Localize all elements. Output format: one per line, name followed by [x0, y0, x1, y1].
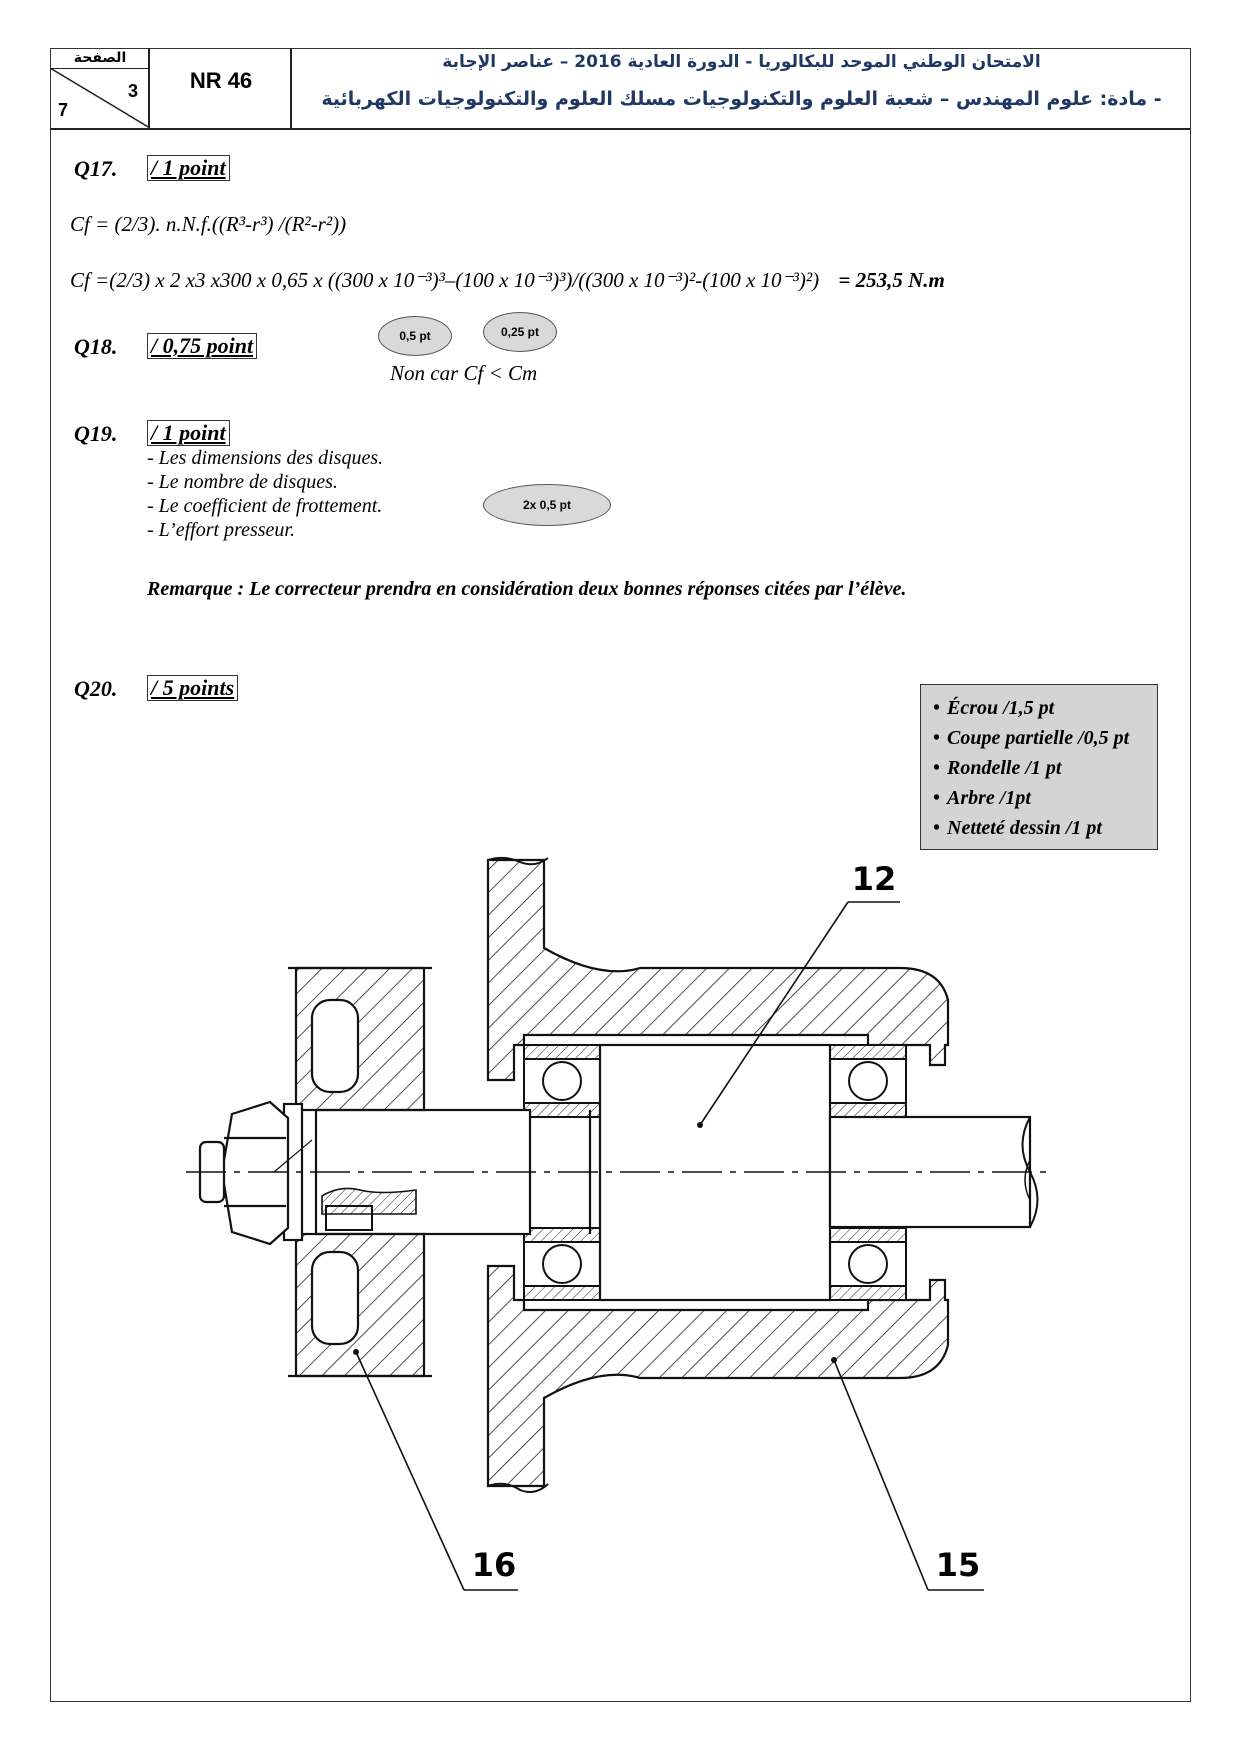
- q19-points: / 1 point: [147, 420, 230, 446]
- q17-formula-numeric-text: Cf =(2/3) x 2 x3 x300 x 0,65 x ((300 x 10⁻³)³–(100 x 10⁻³)³)/((300 x 10⁻³)²-(100 x 10⁻³)²): [70, 268, 820, 292]
- q18-label: Q18.: [74, 334, 118, 359]
- q19-label: Q19.: [74, 421, 118, 446]
- list-item: - L’effort presseur.: [147, 519, 295, 541]
- exam-title-line1: الامتحان الوطني الموحد للبكالوريا - الدورة العادية 2016 – عناصر الإجابة: [442, 52, 1041, 72]
- grading-item: • Écrou /1,5 pt: [947, 693, 1157, 723]
- part-label-15: 15: [935, 1546, 981, 1584]
- q17-result: = 253,5 N.m: [838, 268, 945, 292]
- list-item: - Les dimensions des disques.: [147, 447, 384, 469]
- grading-item: • Rondelle /1 pt: [947, 753, 1157, 783]
- grading-item: • Netteté dessin /1 pt: [947, 813, 1157, 843]
- q18-answer: Non car Cf < Cm: [390, 361, 538, 385]
- page-number: 3: [128, 81, 139, 101]
- q18-bubble-quarter: 0,25 pt: [483, 312, 557, 352]
- q19-remark: Remarque : Le correcteur prendra en considération deux bonnes réponses citées par l’élève.: [147, 578, 907, 600]
- exam-title-line2: - مادة: علوم المهندس – شعبة العلوم والتكنولوجيات مسلك العلوم والتكنولوجيات الكهربائية: [321, 88, 1162, 110]
- q20-points: / 5 points: [147, 675, 238, 701]
- page-label: الصفحة: [50, 50, 150, 69]
- q17-formula-general: Cf = (2/3). n.N.f.((R³-r³) /(R²-r²)): [70, 212, 347, 236]
- exam-code: NR 46: [189, 68, 253, 93]
- q19-bubble: 2x 0,5 pt: [483, 484, 611, 526]
- grading-item: • Coupe partielle /0,5 pt: [947, 723, 1157, 753]
- q18-points: / 0,75 point: [147, 333, 257, 359]
- list-item: - Le coefficient de frottement.: [147, 495, 383, 517]
- grading-item: • Arbre /1pt: [947, 783, 1157, 813]
- part-label-12: 12: [851, 860, 897, 898]
- part-label-16: 16: [471, 1546, 517, 1584]
- q20-label: Q20.: [74, 676, 118, 701]
- nut-and-washer: [200, 1102, 302, 1244]
- q17-label: Q17.: [74, 156, 118, 181]
- page-total: 7: [58, 100, 69, 120]
- q18-bubble-half: 0,5 pt: [378, 316, 452, 356]
- q17-points: / 1 point: [147, 155, 230, 181]
- list-item: - Le nombre de disques.: [147, 471, 338, 493]
